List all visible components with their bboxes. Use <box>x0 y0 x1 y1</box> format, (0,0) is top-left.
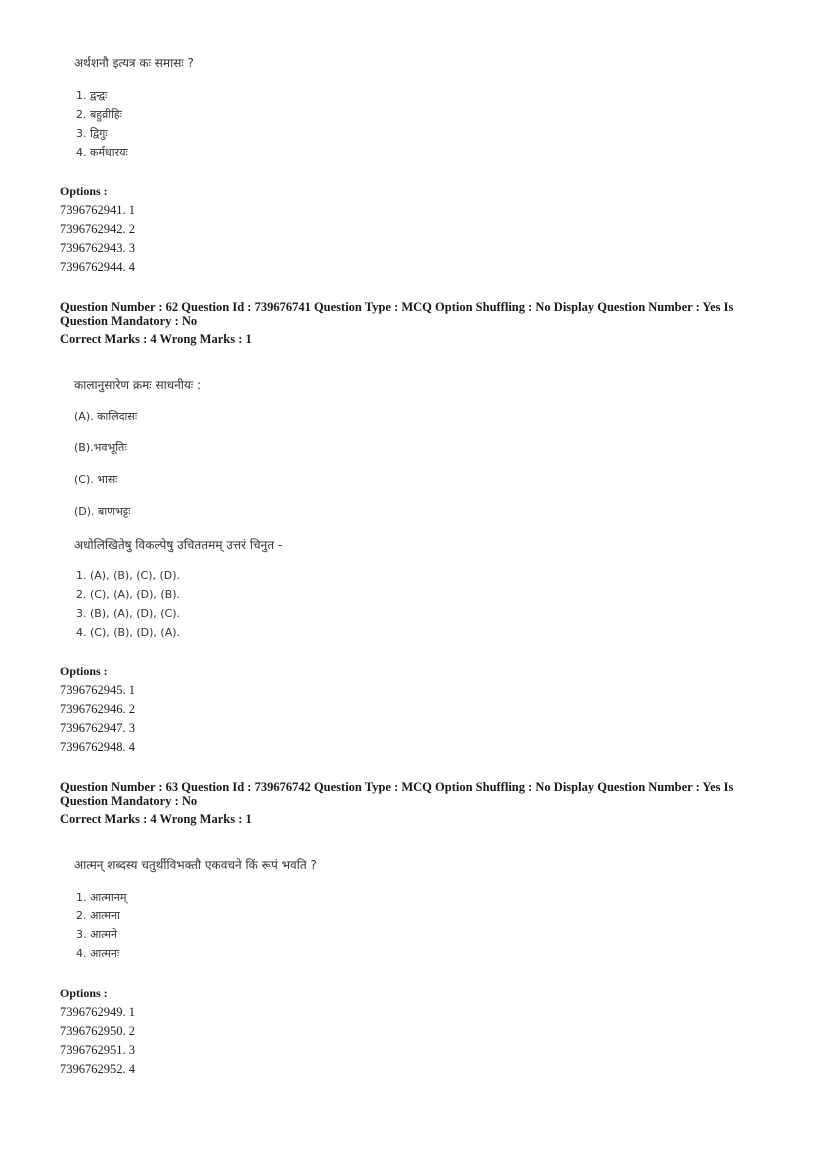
choice-item: 2. बहुव्रीहिः <box>76 108 122 121</box>
option-id: 7396762943. 3 <box>60 241 135 255</box>
choice-item: 3. आत्मने <box>76 928 118 941</box>
choice-item: 2. आत्मना <box>76 909 120 922</box>
choice-item: 4. (C), (B), (D), (A). <box>76 626 181 639</box>
option-id: 7396762948. 4 <box>60 740 135 754</box>
question-meta: Question Number : 62 Question Id : 739676741 Question Type : MCQ Option Shuffling : No Display Question Number : Yes Is <box>60 300 734 314</box>
question-meta: Question Number : 63 Question Id : 739676742 Question Type : MCQ Option Shuffling : No Display Question Number : Yes Is <box>60 780 734 794</box>
options-label: Options : <box>60 184 108 198</box>
option-id: 7396762947. 3 <box>60 721 135 735</box>
option-id: 7396762949. 1 <box>60 1005 135 1019</box>
choice-item: 2. (C), (A), (D), (B). <box>76 588 181 601</box>
option-id: 7396762945. 1 <box>60 683 135 697</box>
choice-item: 3. द्विगुः <box>76 127 108 140</box>
list-item: (A). कालिदासः <box>74 410 138 423</box>
list-item: (D). बाणभट्टः <box>74 505 131 518</box>
choice-item: 1. द्वन्द्वः <box>76 89 108 102</box>
option-id: 7396762942. 2 <box>60 222 135 236</box>
choice-item: 3. (B), (A), (D), (C). <box>76 607 181 620</box>
list-item: (C). भासः <box>74 473 118 486</box>
options-label: Options : <box>60 664 108 678</box>
question-text: आत्मन् शब्दस्य चतुर्थीविभक्तौ एकवचने किं रूपं भवति ? <box>74 858 317 872</box>
options-label: Options : <box>60 986 108 1000</box>
option-id: 7396762950. 2 <box>60 1024 135 1038</box>
option-id: 7396762946. 2 <box>60 702 135 716</box>
option-id: 7396762952. 4 <box>60 1062 135 1076</box>
question-marks: Correct Marks : 4 Wrong Marks : 1 <box>60 812 252 826</box>
option-id: 7396762944. 4 <box>60 260 135 274</box>
question-meta-mandatory: Question Mandatory : No <box>60 314 198 328</box>
question-marks: Correct Marks : 4 Wrong Marks : 1 <box>60 332 252 346</box>
choice-item: 1. आत्मानम् <box>76 891 127 904</box>
question-meta-mandatory: Question Mandatory : No <box>60 794 198 808</box>
choice-item: 1. (A), (B), (C), (D). <box>76 569 181 582</box>
option-id: 7396762941. 1 <box>60 203 135 217</box>
choice-item: 4. कर्मधारयः <box>76 146 128 159</box>
question-text: कालानुसारेण क्रमः साधनीयः : <box>74 378 202 392</box>
question-instruction: अधोलिखितेषु विकल्पेषु उचिततमम् उत्तरं चिनुत - <box>74 538 283 552</box>
choice-item: 4. आत्मनः <box>76 947 120 960</box>
list-item: (B).भवभूतिः <box>74 441 127 454</box>
question-text: अर्थशनौ इत्यत्र कः समासः ? <box>74 56 194 70</box>
option-id: 7396762951. 3 <box>60 1043 135 1057</box>
